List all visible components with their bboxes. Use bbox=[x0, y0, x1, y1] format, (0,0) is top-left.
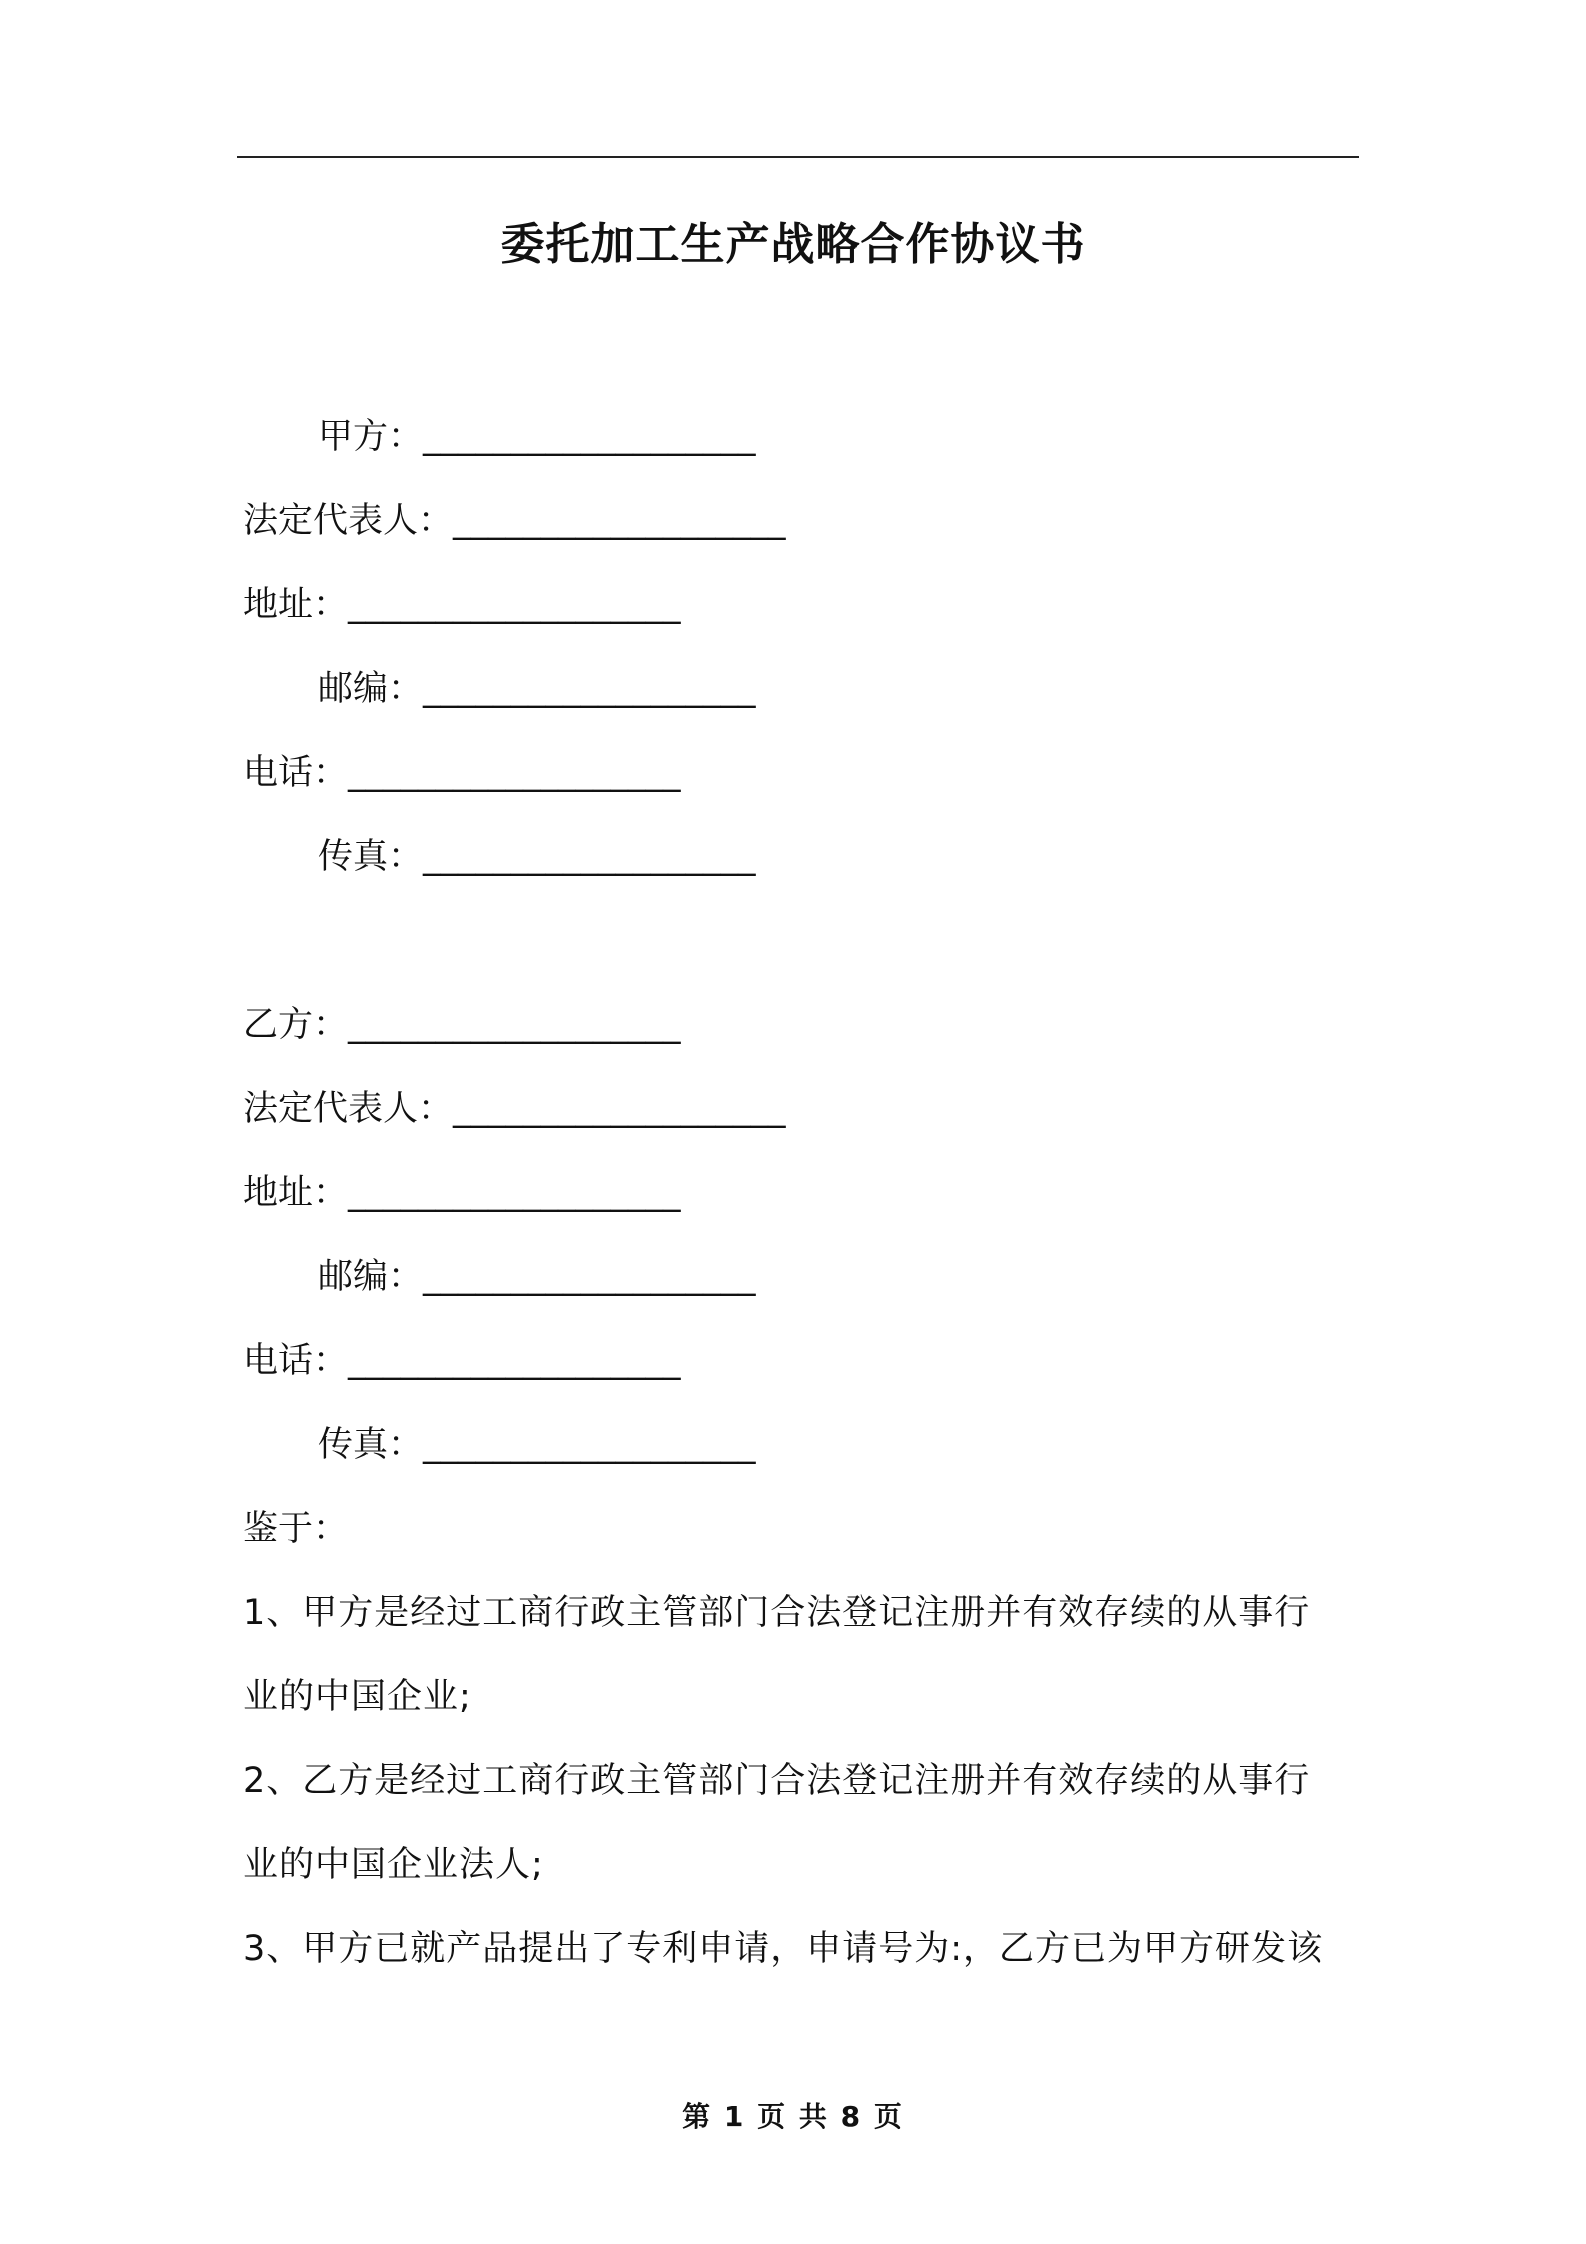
party-b-phone-line bbox=[243, 1337, 681, 1385]
party-b-phone-blank: ___________________ bbox=[348, 1341, 681, 1381]
party-a-phone-label: 电话： bbox=[243, 753, 349, 793]
party-b-postcode-line bbox=[318, 1253, 756, 1301]
party-a-fax-label: 传真： bbox=[318, 837, 424, 877]
party-a-fax-line bbox=[318, 833, 756, 881]
paragraph-line: 3、甲方已就产品提出了专利申请，申请号为:，乙方已为甲方研发该 bbox=[243, 1929, 1324, 1969]
party-b-fax-blank: ___________________ bbox=[423, 1425, 756, 1465]
party-a-label: 甲方： bbox=[318, 417, 424, 457]
party-a-blank: ___________________ bbox=[423, 417, 756, 457]
page-indicator: 第 1 页 共 8 页 bbox=[682, 2100, 904, 2133]
header-rule bbox=[237, 156, 1359, 158]
paragraph-line: 业的中国企业法人; bbox=[243, 1845, 544, 1885]
party-a-phone-blank: ___________________ bbox=[348, 753, 681, 793]
party-a-postcode-label: 邮编： bbox=[318, 669, 424, 709]
paragraph-line: 业的中国企业; bbox=[243, 1677, 472, 1717]
party-b-label: 乙方： bbox=[243, 1005, 349, 1045]
party-a-address-line bbox=[243, 581, 681, 629]
party-b-address-blank: ___________________ bbox=[348, 1173, 681, 1213]
party-b-postcode-label: 邮编： bbox=[318, 1257, 424, 1297]
party-b-address-line bbox=[243, 1169, 681, 1217]
party-a-postcode-line bbox=[318, 665, 756, 713]
party-b-fax-label: 传真： bbox=[318, 1425, 424, 1465]
party-b-postcode-blank: ___________________ bbox=[423, 1257, 756, 1297]
whereas-label: 鉴于： bbox=[243, 1509, 349, 1549]
party-b-legal-rep-line bbox=[243, 1085, 786, 1133]
party-b-line bbox=[243, 1001, 681, 1049]
party-a-fax-blank: ___________________ bbox=[423, 837, 756, 877]
party-a-line bbox=[318, 413, 756, 461]
party-b-phone-label: 电话： bbox=[243, 1341, 349, 1381]
party-a-legal-rep-label: 法定代表人： bbox=[243, 501, 454, 541]
party-b-legal-rep-label: 法定代表人： bbox=[243, 1089, 454, 1129]
party-b-legal-rep-blank: ___________________ bbox=[453, 1089, 786, 1129]
paragraph-line: 2、乙方是经过工商行政主管部门合法登记注册并有效存续的从事行 bbox=[243, 1761, 1311, 1801]
party-a-legal-rep-line bbox=[243, 497, 786, 545]
party-b-address-label: 地址： bbox=[243, 1173, 349, 1213]
paragraph-line: 1、甲方是经过工商行政主管部门合法登记注册并有效存续的从事行 bbox=[243, 1593, 1311, 1633]
party-a-legal-rep-blank: ___________________ bbox=[453, 501, 786, 541]
document-title: 委托加工生产战略合作协议书 bbox=[500, 219, 1086, 270]
party-a-address-label: 地址： bbox=[243, 585, 349, 625]
party-a-phone-line bbox=[243, 749, 681, 797]
party-a-postcode-blank: ___________________ bbox=[423, 669, 756, 709]
party-b-fax-line bbox=[318, 1421, 756, 1469]
party-a-address-blank: ___________________ bbox=[348, 585, 681, 625]
party-b-blank: ___________________ bbox=[348, 1005, 681, 1045]
